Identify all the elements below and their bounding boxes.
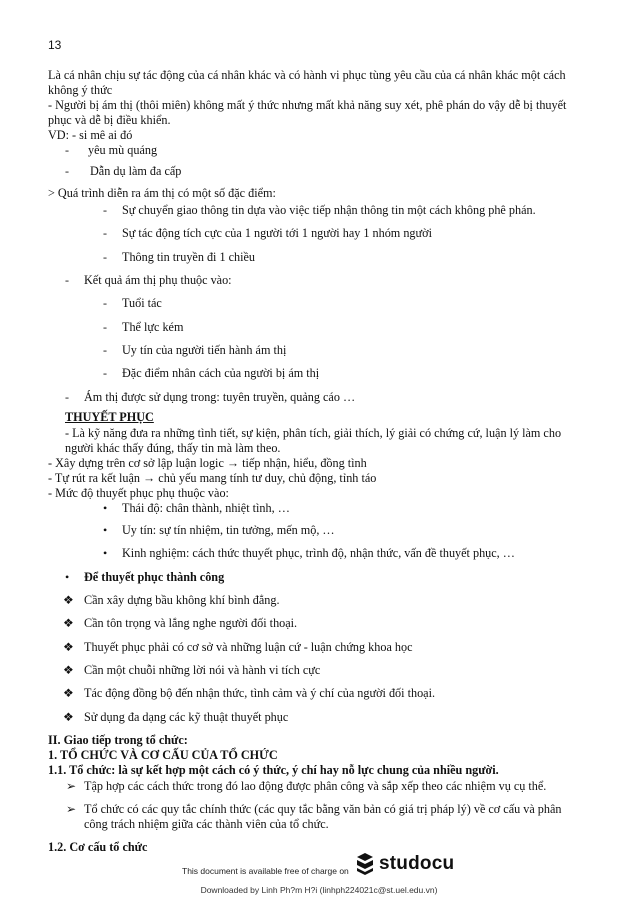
dash-marker: - [103,366,107,380]
list-item: Thuyết phục phải có cơ sở và những luận cứ - luận chứng khoa học [84,640,413,654]
list-item: Cần một chuỗi những lời nói và hành vi tích cực [84,663,321,677]
list-item: Sự tác động tích cực của 1 người tới 1 người hay 1 nhóm người [122,226,432,240]
list-item: Ám thị được sử dụng trong: tuyên truyền, quảng cáo … [84,390,356,404]
page-number: 13 [48,38,62,52]
dash-marker: - [65,273,69,287]
studocu-logo[interactable] [354,852,454,876]
list-item: Tuổi tác [122,296,162,310]
diamond-bullet-icon: ❖ [63,686,74,700]
subheading: Để thuyết phục thành công [84,570,225,584]
dash-marker: - [103,343,107,357]
dash-marker: - [103,320,107,334]
text-line: không ý thức [48,83,113,97]
dash-marker: - [103,226,107,240]
download-notice: Downloaded by Linh Ph?m H?i (linhph224021c@st.uel.edu.vn) [200,885,438,895]
list-item: yêu mù quáng [88,143,158,157]
section-heading: II. Giao tiếp trong tổ chức: [48,733,188,747]
text-line: - Xây dựng trên cơ sở lập luận logic → tiếp nhận, hiểu, đồng tình [48,456,367,470]
text-line: - Tự rút ra kết luận → chủ yếu mang tính tư duy, chủ động, tỉnh táo [48,471,377,485]
section-heading: 1.2. Cơ cấu tổ chức [48,840,148,854]
diamond-bullet-icon: ❖ [63,640,74,654]
list-item: Uy tín: sự tín nhiệm, tin tưởng, mến mộ, … [122,523,335,537]
text-line: Là cá nhân chịu sự tác động của cá nhân khác và có hành vi phục tùng yêu cầu của cá nhân khác một cách [48,68,566,82]
list-item: Dẫn dụ làm đa cấp [90,164,182,178]
list-item: Tập hợp các cách thức trong đó lao động được phân công và sắp xếp theo các nhiệm vụ cụ thể. [84,779,547,793]
dash-marker: - [103,203,107,217]
section-heading: THUYẾT PHỤC [65,410,154,424]
text-line: - Người bị ám thị (thôi miên) không mất ý thức nhưng mất khả năng suy xét, phê phán do vậy dễ bị thuyết [48,98,567,112]
list-item: Kinh nghiệm: cách thức thuyết phục, trình độ, nhận thức, vấn đề thuyết phục, … [122,546,515,560]
diamond-bullet-icon: ❖ [63,616,74,630]
list-item: Uy tín của người tiến hành ám thị [122,343,287,357]
section-heading: 1. TỔ CHỨC VÀ CƠ CẤU CỦA TỔ CHỨC [48,748,278,762]
text-line: > Quá trình diễn ra ám thị có một số đặc điểm: [48,186,276,200]
studocu-logo-icon [354,852,376,876]
list-item: Thông tin truyền đi 1 chiều [122,250,256,264]
arrow-bullet-icon: ➢ [66,802,77,816]
dash-marker: - [103,296,107,310]
text-line: người khác thấy đúng, thấy tin mà làm theo. [65,441,281,455]
diamond-bullet-icon: ❖ [63,663,74,677]
diamond-bullet-icon: ❖ [63,593,74,607]
bullet-dot: • [103,546,108,560]
list-item: Cần tôn trọng và lắng nghe người đối thoại. [84,616,298,630]
bullet-dot: • [103,501,108,515]
list-item: Thái độ: chân thành, nhiệt tình, … [122,501,290,515]
bullet-dot: • [65,570,70,584]
arrow-bullet-icon: ➢ [66,779,77,793]
availability-notice: This document is available free of charge on [182,866,349,876]
diamond-bullet-icon: ❖ [63,710,74,724]
list-item: Kết quả ám thị phụ thuộc vào: [84,273,232,287]
list-item: Tác động đồng bộ đến nhận thức, tình cảm và ý chí của người đối thoại. [84,686,436,700]
dash-marker: - [65,143,69,157]
text-line: phục và dễ bị điều khiển. [48,113,171,127]
text-line: VD: - si mê ai đó [48,128,133,142]
dash-marker: - [103,250,107,264]
bullet-dot: • [103,523,108,537]
text-line: - Mức độ thuyết phục phụ thuộc vào: [48,486,229,500]
list-item: công trách nhiệm giữa các thành viên của tổ chức. [84,817,329,831]
text-line: - Là kỹ năng đưa ra những tình tiết, sự kiện, phân tích, giải thích, lý giải có chứng cứ, luận lý làm cho [65,426,562,440]
list-item: Tổ chức có các quy tắc chính thức (các quy tắc bằng văn bản có giá trị pháp lý) về cơ cấu và phân [84,802,562,816]
dash-marker: - [65,390,69,404]
list-item: Sử dụng đa dạng các kỹ thuật thuyết phục [84,710,289,724]
list-item: Đặc điểm nhân cách của người bị ám thị [122,366,320,380]
section-heading: 1.1. Tổ chức: là sự kết hợp một cách có ý thức, ý chí hay nỗ lực chung của nhiều người. [48,763,499,777]
dash-marker: - [65,164,69,178]
list-item: Thể lực kém [122,320,184,334]
list-item: Sự chuyển giao thông tin dựa vào việc tiếp nhận thông tin một cách không phê phán. [122,203,536,217]
list-item: Cần xây dựng bầu không khí bình đẳng. [84,593,280,607]
studocu-brand-text: studocu [379,853,455,874]
